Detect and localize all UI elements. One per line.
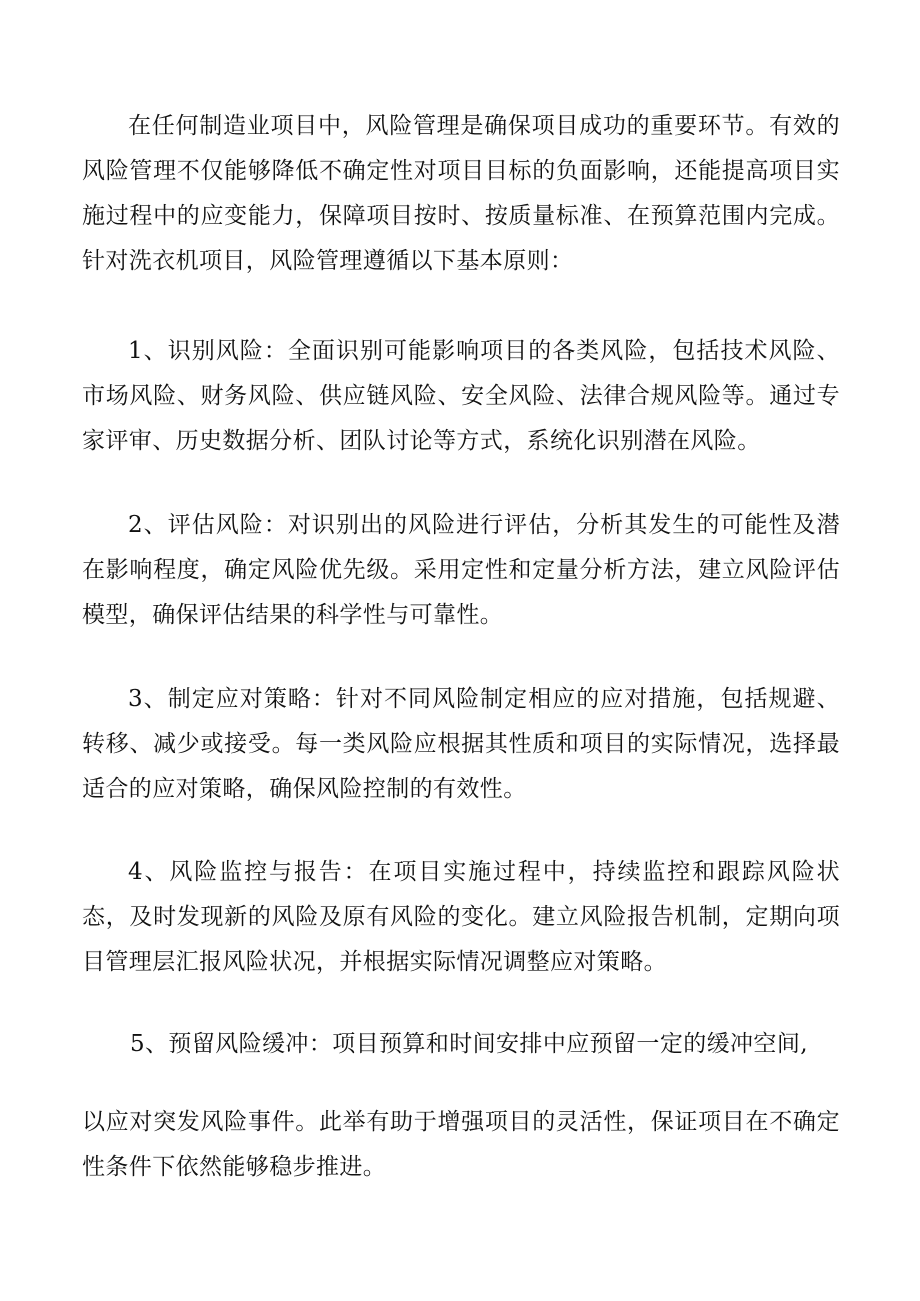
intro-paragraph: 在任何制造业项目中，风险管理是确保项目成功的重要环节。有效的风险管理不仅能够降低不确定性对项目目标的负面影响，还能提高项目实施过程中的应变能力，保障项目按时、按质量标准、在预算范围内完成。针对洗衣机项目，风险管理遵循以下基本原则： — [82, 113, 840, 274]
principle-5-risk-buffer: 5、预留风险缓冲：项目预算和时间安排中应预留一定的缓冲空间, — [130, 1031, 808, 1057]
principle-4-monitor-report: 4、风险监控与报告：在项目实施过程中，持续监控和跟踪风险状态，及时发现新的风险及原有风险的变化。建立风险报告机制，定期向项目管理层汇报风险状况，并根据实际情况调整应对策略。 — [82, 859, 840, 975]
principle-2-assess-risk: 2、评估风险：对识别出的风险进行评估，分析其发生的可能性及潜在影响程度，确定风险优先级。采用定性和定量分析方法，建立风险评估模型，确保评估结果的科学性与可靠性。 — [82, 512, 840, 628]
principle-5-continuation: 以应对突发风险事件。此举有助于增强项目的灵活性，保证项目在不确定性条件下依然能够稳步推进。 — [82, 1109, 840, 1180]
principle-1-identify-risk: 1、识别风险：全面识别可能影响项目的各类风险，包括技术风险、市场风险、财务风险、供应链风险、安全风险、法律合规风险等。通过专家评审、历史数据分析、团队讨论等方式，系统化识别潜在风险。 — [82, 338, 840, 454]
principle-3-response-strategy: 3、制定应对策略：针对不同风险制定相应的应对措施，包括规避、转移、减少或接受。每一类风险应根据其性质和项目的实际情况，选择最适合的应对策略，确保风险控制的有效性。 — [82, 686, 840, 802]
